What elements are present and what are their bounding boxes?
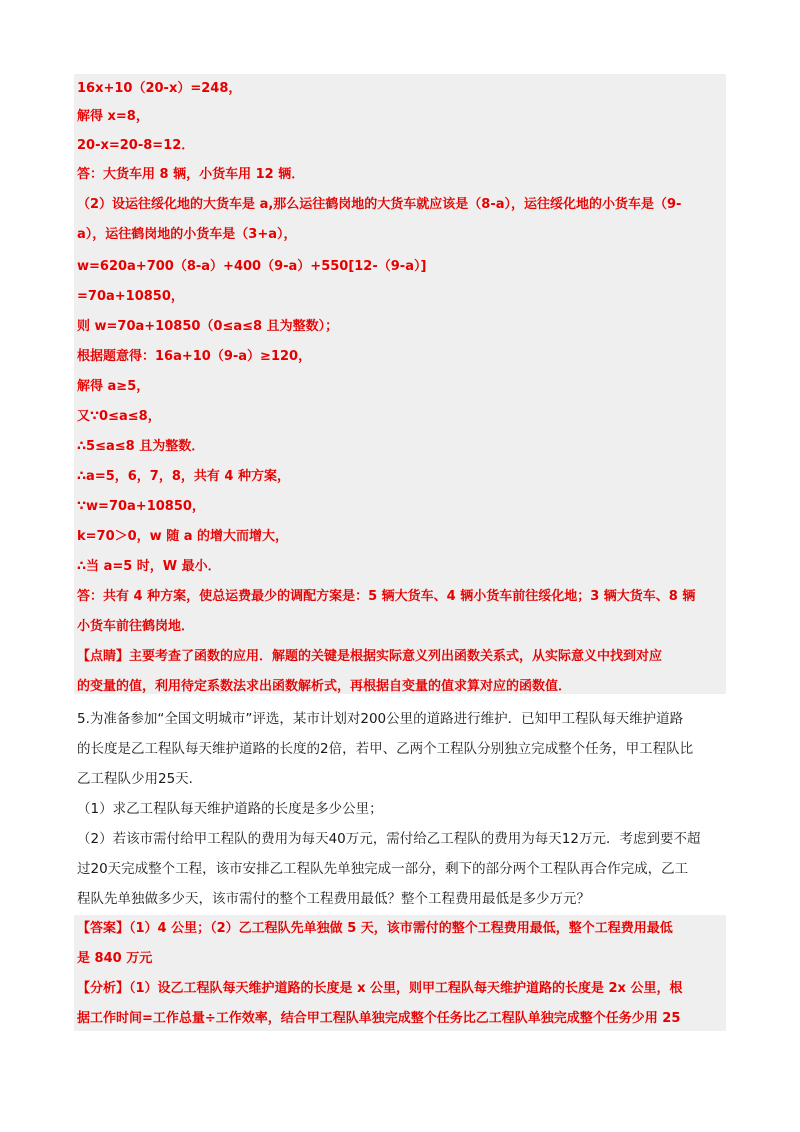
solution-line: 解得 a≥5， xyxy=(77,379,150,394)
solution-line: ∴5≤a≤8 且为整数． xyxy=(77,439,205,454)
solution-line: （2）设运往绥化地的大货车是 a,那么运往鹤岗地的大货车就应该是（8-a），运往绥化地的小货车是（9- xyxy=(77,197,682,212)
solution-line: 小货车前往鹤岗地． xyxy=(77,619,195,634)
question-line: 的长度是乙工程队每天维护道路的长度的2倍，若甲、乙两个工程队分别独立完成整个任务，甲工程队比 xyxy=(77,741,694,757)
solution-line: 解得 x=8， xyxy=(77,109,149,124)
answer-line: 【答案】（1）4 公里；（2）乙工程队先单独做 5 天，该市需付的整个工程费用最低，整个工程费用最低 xyxy=(77,921,673,936)
answer-line: 是 840 万元 xyxy=(77,951,153,966)
question-line: 过20天完成整个工程，该市安排乙工程队先单独完成一部分，剩下的部分两个工程队再合作完成，乙工 xyxy=(77,861,689,877)
solution-line: =70a+10850， xyxy=(77,289,184,304)
solution-line: 20-x=20-8=12． xyxy=(77,138,195,153)
solution-line: 根据题意得：16a+10（9-a）≥120， xyxy=(77,349,312,364)
solution-line: 又∵0≤a≤8， xyxy=(77,409,161,424)
question-line: 乙工程队少用25天． xyxy=(77,771,203,787)
solution-line: 答：共有 4 种方案，使总运费最少的调配方案是：5 辆大货车、4 辆小货车前往绥化地；3 辆大货车、8 辆 xyxy=(77,589,696,604)
solution-line: 则 w=70a+10850（0≤a≤8 且为整数）； xyxy=(77,319,339,334)
analysis-line: 【分析】（1）设乙工程队每天维护道路的长度是 x 公里，则甲工程队每天维护道路的长度是 2x 公里，根 xyxy=(77,981,683,996)
solution-note: 的变量的值，利用待定系数法求出函数解析式，再根据自变量的值求算对应的函数值． xyxy=(77,679,572,694)
solution-line: k=70＞0，w 随 a 的增大而增大， xyxy=(77,529,289,544)
analysis-line: 据工作时间=工作总量÷工作效率，结合甲工程队单独完成整个任务比乙工程队单独完成整个任务少用 25 xyxy=(77,1011,681,1026)
solution-line: ∵w=70a+10850， xyxy=(77,499,205,514)
question-line: 5.为准备参加“全国文明城市”评选，某市计划对200公里的道路进行维护．已知甲工程队每天维护道路 xyxy=(77,711,684,727)
solution-line: ∴当 a=5 时，W 最小． xyxy=(77,559,221,574)
solution-line: 答：大货车用 8 辆，小货车用 12 辆． xyxy=(77,167,305,182)
solution-line: a），运往鹤岗地的小货车是（3+a）， xyxy=(77,227,297,242)
solution-line: 16x+10（20-x）=248， xyxy=(77,81,242,96)
solution-line: w=620a+700（8-a）+400（9-a）+550[12-（9-a）] xyxy=(77,259,427,274)
solution-line: ∴a=5，6，7，8，共有 4 种方案， xyxy=(77,469,290,484)
question-line: 程队先单独做多少天，该市需付的整个工程费用最低？整个工程费用最低是多少万元？ xyxy=(77,891,590,907)
question-line: （2）若该市需付给甲工程队的费用为每天40万元，需付给乙工程队的费用为每天12万元．考虑到要不超 xyxy=(77,831,701,847)
solution-note: 【点睛】主要考查了函数的应用．解题的关键是根据实际意义列出函数关系式，从实际意义中找到对应 xyxy=(77,649,663,664)
question-line: （1）求乙工程队每天维护道路的长度是多少公里； xyxy=(77,801,383,817)
